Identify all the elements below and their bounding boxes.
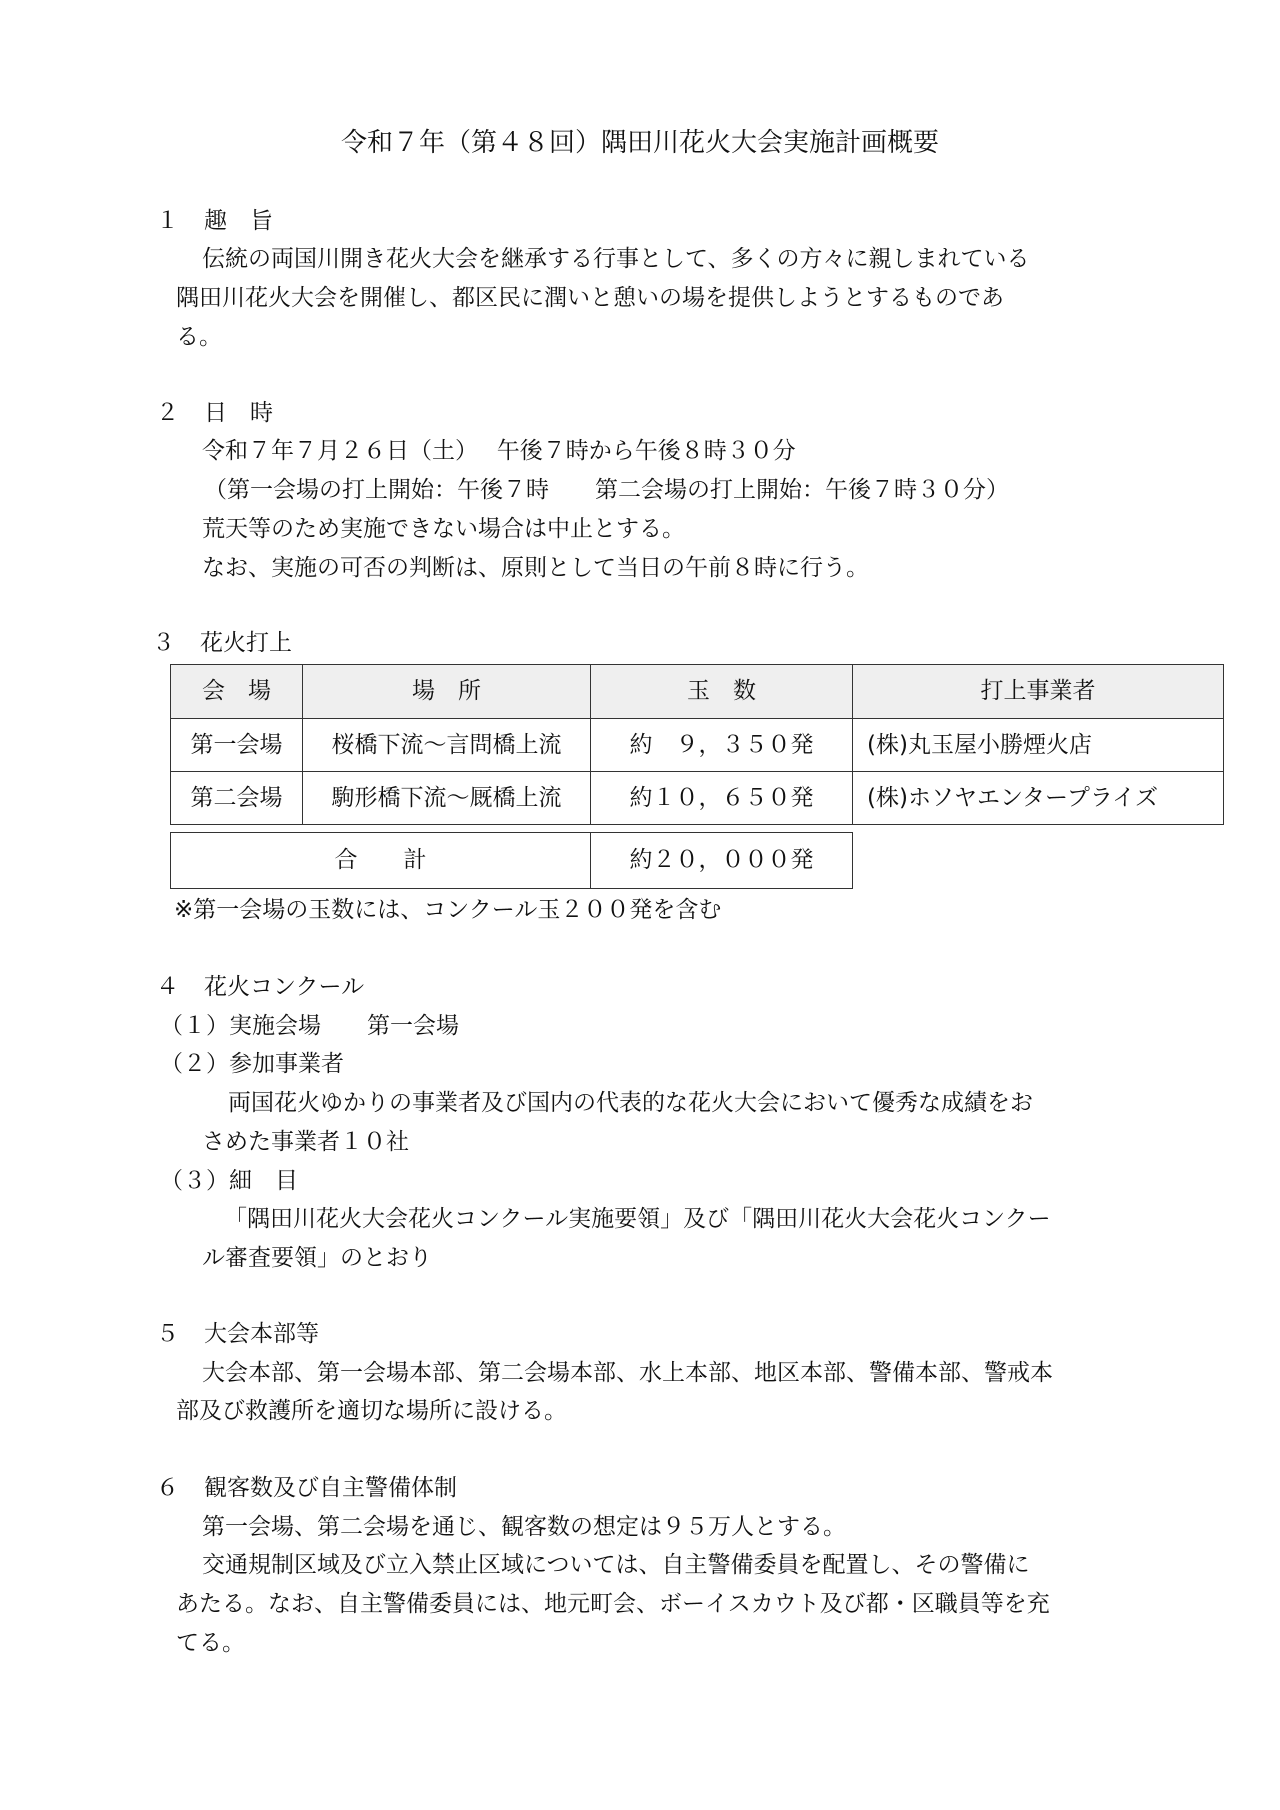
section-5-line: 大会本部、第一会場本部、第二会場本部、水上本部、地区本部、警備本部、警戒本 xyxy=(202,1360,1053,1386)
contest-item: （１）実施会場 第一会場 xyxy=(160,1013,459,1039)
section-3-heading xyxy=(152,632,292,655)
section-5-line: 部及び救護所を適切な場所に設ける。 xyxy=(176,1398,567,1424)
section-6-line: 交通規制区域及び立入禁止区域については、自主警備委員を配置し、その警備に xyxy=(202,1552,1030,1578)
table-header-row xyxy=(171,665,1224,719)
section-title: 花火打上 xyxy=(200,630,292,656)
section-title: 花火コンクール xyxy=(204,974,365,1000)
table-cell: 桜橋下流～言問橋上流 xyxy=(303,719,591,772)
total-row xyxy=(171,833,853,889)
section-1-heading xyxy=(156,210,273,233)
contest-item: （３）細 目 xyxy=(160,1168,298,1194)
section-1-line: る。 xyxy=(176,324,222,350)
table-row xyxy=(171,719,1224,772)
contest-item-text: ル審査要領」のとおり xyxy=(202,1245,432,1271)
table-note: ※第一会場の玉数には、コンクール玉２００発を含む xyxy=(174,897,722,923)
total-value: 約２０，０００発 xyxy=(591,833,853,889)
section-6-line: てる。 xyxy=(176,1630,245,1656)
table-row xyxy=(171,772,1224,825)
section-6-heading xyxy=(156,1477,457,1500)
table-header-cell: 打上事業者 xyxy=(853,665,1224,719)
table-header-cell: 会 場 xyxy=(171,665,303,719)
section-number: １ xyxy=(156,208,179,234)
total-label: 合 計 xyxy=(171,833,591,889)
section-title: 観客数及び自主警備体制 xyxy=(204,1475,457,1501)
section-1-line: 伝統の両国川開き花火大会を継承する行事として、多くの方々に親しまれている xyxy=(202,246,1030,272)
section-6-line: 第一会場、第二会場を通じ、観客数の想定は９５万人とする。 xyxy=(202,1514,846,1540)
contest-item-text: 「隅田川花火大会花火コンクール実施要領」及び「隅田川花火大会花火コンクー xyxy=(224,1206,1051,1232)
contest-item-text: さめた事業者１０社 xyxy=(202,1129,409,1155)
section-number: ３ xyxy=(152,630,175,656)
table-cell: 約１０，６５０発 xyxy=(591,772,853,825)
schedule-line: （第一会場の打上開始：午後７時 第二会場の打上開始：午後７時３０分） xyxy=(204,477,1009,503)
schedule-line: 荒天等のため実施できない場合は中止とする。 xyxy=(202,516,685,542)
section-5-heading xyxy=(156,1323,319,1346)
section-number: ５ xyxy=(156,1321,179,1347)
fireworks-table xyxy=(170,664,1224,825)
schedule-line: 令和７年７月２６日（土） 午後７時から午後８時３０分 xyxy=(202,438,796,464)
section-2-heading xyxy=(156,402,273,425)
section-1-line: 隅田川花火大会を開催し、都区民に潤いと憩いの場を提供しようとするものであ xyxy=(176,285,1004,311)
contest-item-text: 両国花火ゆかりの事業者及び国内の代表的な花火大会において優秀な成績をお xyxy=(228,1090,1033,1116)
section-title: 大会本部等 xyxy=(204,1321,319,1347)
table-header-cell: 場 所 xyxy=(303,665,591,719)
table-cell: (株)ホソヤエンタープライズ xyxy=(853,772,1224,825)
section-4-heading xyxy=(156,976,364,999)
table-cell: (株)丸玉屋小勝煙火店 xyxy=(853,719,1224,772)
table-header-cell: 玉 数 xyxy=(591,665,853,719)
section-title: 日 時 xyxy=(204,400,273,426)
table-cell: 第二会場 xyxy=(171,772,303,825)
page-title: 令和７年（第４８回）隅田川花火大会実施計画概要 xyxy=(340,128,939,158)
contest-item: （２）参加事業者 xyxy=(160,1051,344,1077)
section-title: 趣 旨 xyxy=(204,208,273,234)
total-table xyxy=(170,832,853,889)
section-6-line: あたる。なお、自主警備委員には、地元町会、ボーイスカウト及び都・区職員等を充 xyxy=(176,1591,1050,1617)
table-cell: 駒形橋下流～厩橋上流 xyxy=(303,772,591,825)
section-number: ２ xyxy=(156,400,179,426)
schedule-line: なお、実施の可否の判断は、原則として当日の午前８時に行う。 xyxy=(202,555,869,581)
table-cell: 約 ９，３５０発 xyxy=(591,719,853,772)
section-number: ６ xyxy=(156,1475,179,1501)
table-cell: 第一会場 xyxy=(171,719,303,772)
section-number: ４ xyxy=(156,974,179,1000)
